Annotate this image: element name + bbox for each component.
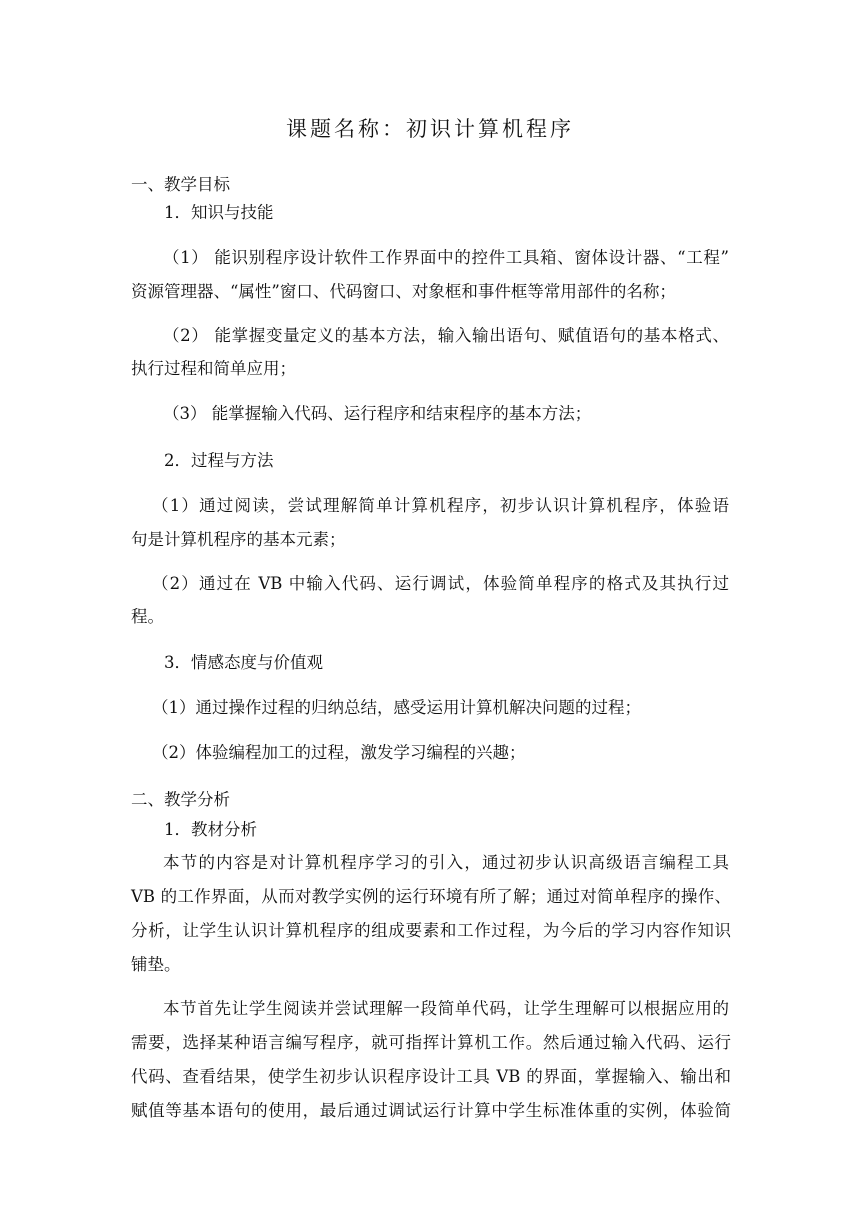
paragraph-line: 程。 <box>131 607 164 626</box>
subsection-heading-knowledge: 1．知识与技能 <box>164 203 274 222</box>
paragraph-line: （2） 能掌握变量定义的基本方法，输入输出语句、赋值语句的基本格式、 <box>163 326 729 345</box>
subsection-heading-attitude: 3．情感态度与价值观 <box>164 653 323 672</box>
section-heading-objectives: 一、教学目标 <box>131 175 230 194</box>
paragraph-line: （1）通过阅读，尝试理解简单计算机程序，初步认识计算机程序，体验语 <box>152 496 729 515</box>
paragraph-line: 执行过程和简单应用； <box>131 359 296 378</box>
paragraph-line: （1） 能识别程序设计软件工作界面中的控件工具箱、窗体设计器、“工程” <box>163 248 729 267</box>
paragraph-line: （3） 能掌握输入代码、运行程序和结束程序的基本方法； <box>163 404 592 423</box>
paragraph-line: 本节的内容是对计算机程序学习的引入，通过初步认识高级语言编程工具 <box>163 853 729 872</box>
paragraph-line: （1）通过操作过程的归纳总结，感受运用计算机解决问题的过程； <box>152 698 641 717</box>
paragraph-line: 代码、查看结果，使学生初步认识程序设计工具 VB 的界面，掌握输入、输出和 <box>131 1067 731 1086</box>
subsection-heading-textbook: 1．教材分析 <box>164 820 257 839</box>
paragraph-line: 资源管理器、“属性”窗口、代码窗口、对象框和事件框等常用部件的名称； <box>131 282 676 301</box>
paragraph-line: 铺垫。 <box>131 955 181 974</box>
paragraph-line: VB 的工作界面，从而对教学实例的运行环境有所了解；通过对简单程序的操作、 <box>131 887 731 906</box>
paragraph-line: 本节首先让学生阅读并尝试理解一段简单代码，让学生理解可以根据应用的 <box>163 999 729 1018</box>
subsection-heading-process: 2．过程与方法 <box>164 451 274 470</box>
paragraph-line: （2）体验编程加工的过程，激发学习编程的兴趣； <box>152 743 526 762</box>
paragraph-line: 句是计算机程序的基本元素； <box>131 530 346 549</box>
section-heading-analysis: 二、教学分析 <box>131 790 230 809</box>
paragraph-line: 需要，选择某种语言编写程序，就可指挥计算机工作。然后通过输入代码、运行 <box>131 1033 731 1052</box>
paragraph-line: 赋值等基本语句的使用，最后通过调试运行计算中学生标准体重的实例，体验简 <box>131 1101 731 1120</box>
page-title: 课题名称：初识计算机程序 <box>286 117 574 141</box>
paragraph-line: （2）通过在 VB 中输入代码、运行调试，体验简单程序的格式及其执行过 <box>152 574 729 593</box>
paragraph-line: 分析，让学生认识计算机程序的组成要素和工作过程，为今后的学习内容作知识 <box>131 921 731 940</box>
